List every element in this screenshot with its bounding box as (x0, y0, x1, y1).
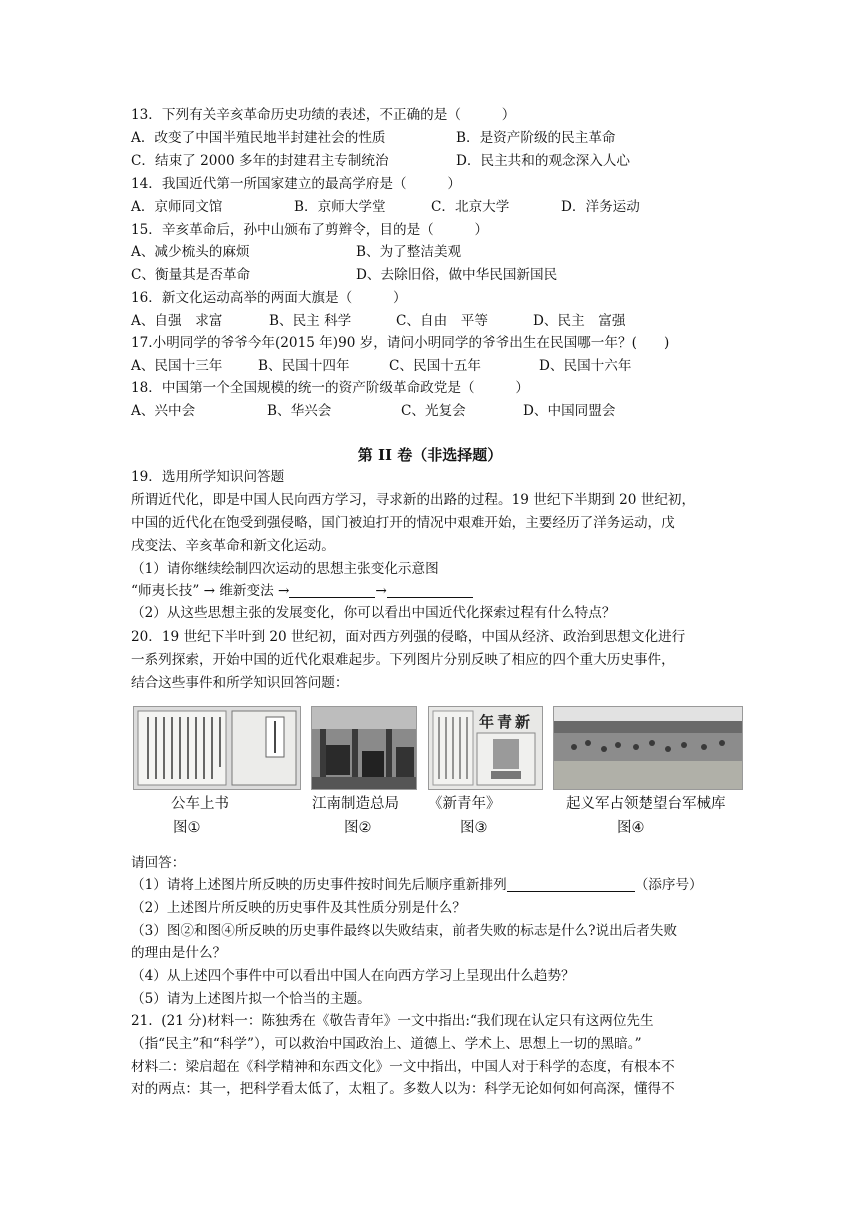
q19-subquestion-2: （2）从这些思想主张的发展变化，你可以看出中国近代化探索过程有什么特点？ (131, 605, 616, 621)
q14-stem: 14．我国近代第一所国家建立的最高学府是（ ） (131, 176, 461, 192)
q15-stem: 15．辛亥革命后，孙中山颁布了剪辫令，目的是（ ） (131, 222, 489, 238)
q17-option-a: A、民国十三年 (131, 358, 223, 374)
figure-label-4: 图④ (617, 820, 645, 836)
q17-stem: 17.小明同学的爷爷今年(2015 年)90 岁，请问小明同学的爷爷出生在民国哪一年？( ) (131, 335, 670, 351)
section-title: 第 II 卷（非选择题） (357, 446, 503, 464)
caption-4: 起义军占领楚望台军械库 (566, 796, 726, 812)
q20-subquestion-1 (131, 874, 741, 896)
magazine-title: 年青新 (479, 713, 534, 731)
q18-option-a: A、兴中会 (131, 403, 196, 419)
q19-paragraph-line-1: 所谓近代化，即是中国人民向西方学习，寻求新的出路的过程。19 世纪下半期到 20 世纪初， (131, 492, 696, 508)
q20-paragraph-line-1: 20．19 世纪下半叶到 20 世纪初，面对西方列强的侵略，中国从经济、政治到思想文化进行 (131, 629, 686, 645)
q17-option-d: D、民国十六年 (539, 358, 632, 374)
q13-option-d: D．民主共和的观念深入人心 (456, 153, 631, 169)
q21-line-1: 21. (21 分)材料一：陈独秀在《敬告青年》一文中指出:“我们现在认定只有这两位先生 (131, 1013, 654, 1029)
diagram-start: “师夷长技” (131, 583, 200, 599)
figure-label-2: 图② (344, 820, 372, 836)
q16-option-b: B、民主 科学 (269, 313, 352, 329)
arrow-icon: → (203, 583, 215, 599)
q15-option-b: B、为了整洁美观 (356, 244, 462, 260)
q13-option-a: A．改变了中国半殖民地半封建社会的性质 (131, 130, 386, 146)
q20-subquestion-4: （4）从上述四个事件中可以看出中国人在向西方学习上呈现出什么趋势？ (131, 968, 575, 984)
q17-option-b: B、民国十四年 (258, 358, 350, 374)
q20-please-answer: 请回答： (131, 855, 186, 871)
q16-option-a: A、自强 求富 (131, 313, 223, 329)
q20-subquestion-5: （5）请为上述图片拟一个恰当的主题。 (131, 991, 371, 1007)
caption-3: 《新青年》 (428, 796, 501, 812)
figure-label-1: 图① (173, 820, 201, 836)
q20-paragraph-line-2: 一系列探索，开始中国的近代化艰难起步。下列图片分别反映了相应的四个重大历史事件， (131, 652, 675, 668)
q21-line-4: 对的两点：其一，把科学看太低了，太粗了。多数人以为：科学无论如何如何高深，懂得不 (131, 1081, 675, 1097)
q18-option-c: C、光复会 (401, 403, 466, 419)
q17-option-c: C、民国十五年 (389, 358, 481, 374)
factory-image (312, 707, 416, 789)
q15-option-a: A、减少梳头的麻烦 (131, 244, 250, 260)
q19-stem: 19．选用所学知识问答题 (131, 469, 285, 485)
figure-label-3: 图③ (460, 820, 488, 836)
q14-option-b: B．京师大学堂 (294, 199, 386, 215)
q19-subquestion-1: （1）请你继续绘制四次运动的思想主张变化示意图 (131, 561, 439, 577)
q19-diagram (131, 580, 741, 602)
q14-option-d: D．洋务运动 (561, 199, 640, 215)
photo-jiangnan-arsenal (311, 706, 417, 790)
q16-stem: 16．新文化运动高举的两面大旗是（ ） (131, 290, 407, 306)
caption-2: 江南制造总局 (312, 796, 399, 812)
diagram-middle: 维新变法 (219, 583, 274, 599)
q13-stem: 13．下列有关辛亥革命历史功绩的表述，不正确的是（ ） (131, 107, 516, 123)
diagram-blank-1[interactable] (289, 583, 375, 598)
q13-option-c: C．结束了 2000 多年的封建君主专制统治 (131, 153, 389, 169)
uprising-image (554, 707, 742, 789)
q20-subquestion-3b: 的理由是什么？ (131, 945, 227, 961)
q20-s1-text: （1）请将上述图片所反映的历史事件按时间先后顺序重新排列 (131, 877, 507, 893)
document-scan-image (134, 707, 300, 789)
q19-paragraph-line-3: 戌变法、辛亥革命和新文化运动。 (131, 538, 335, 554)
arrow-icon: → (278, 583, 290, 599)
q20-subquestion-3a: （3）图②和图④所反映的历史事件最终以失败结束，前者失败的标志是什么?说出后者失败 (131, 923, 678, 939)
photo-wuchang-uprising (553, 706, 743, 790)
arrow-icon: → (375, 583, 387, 599)
q20-paragraph-line-3: 结合这些事件和所学知识回答问题： (131, 675, 349, 691)
q16-option-c: C、自由 平等 (396, 313, 488, 329)
q20-subquestion-2: （2）上述图片所反映的历史事件及其性质分别是什么？ (131, 900, 466, 916)
q18-option-d: D、中国同盟会 (523, 403, 616, 419)
q18-option-b: B、华兴会 (267, 403, 332, 419)
q20-s1-suffix: （添序号） (634, 877, 703, 893)
q21-line-2: （指“民主”和“科学”），可以救治中国政治上、道德上、学术上、思想上一切的黑暗。” (131, 1036, 642, 1052)
order-answer-blank[interactable] (507, 877, 635, 892)
q21-line-3: 材料二：梁启超在《科学精神和东西文化》一文中指出，中国人对于科学的态度，有根本不 (131, 1059, 675, 1075)
q15-option-d: D、去除旧俗，做中华民国新国民 (356, 267, 558, 283)
q15-option-c: C、衡量其是否革命 (131, 267, 251, 283)
q13-option-b: B．是资产阶级的民主革命 (456, 130, 616, 146)
q14-option-c: C．北京大学 (431, 199, 510, 215)
photo-new-youth (428, 706, 543, 790)
q19-paragraph-line-2: 中国的近代化在饱受到强侵略，国门被迫打开的情况中艰难开始，主要经历了洋务运动，戊 (131, 515, 675, 531)
q16-option-d: D、民主 富强 (533, 313, 626, 329)
diagram-blank-2[interactable] (387, 583, 473, 598)
q18-stem: 18．中国第一个全国规模的统一的资产阶级革命政党是（ ） (131, 380, 529, 396)
photo-gongche-shangshu (133, 706, 301, 790)
caption-1: 公车上书 (171, 796, 229, 812)
q14-option-a: A．京师同文馆 (131, 199, 223, 215)
